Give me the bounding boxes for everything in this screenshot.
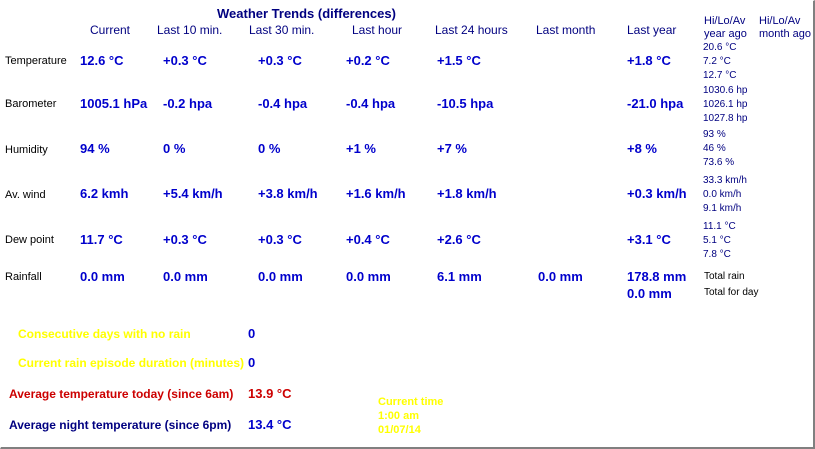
panel-title: Weather Trends (differences)	[217, 6, 396, 21]
wind-last-hour: +1.6 km/h	[346, 186, 406, 201]
avg-night-temp-value: 13.4 °C	[248, 417, 292, 432]
humidity-last-year: +8 %	[627, 141, 657, 156]
barometer-last-24-hours: -10.5 hpa	[437, 96, 494, 111]
rainfall-last-30-min: 0.0 mm	[258, 269, 303, 284]
rainfall-last-hour: 0.0 mm	[346, 269, 391, 284]
col-header-last-24-hours: Last 24 hours	[435, 23, 508, 37]
temperature-hilo-year: 20.6 °C 7.2 °C 12.7 °C	[703, 42, 737, 81]
humidity-hilo-year: 93 % 46 % 73.6 %	[703, 129, 735, 168]
barometer-current: 1005.1 hPa	[80, 96, 148, 111]
avg-temp-today-label: Average temperature today (since 6am)	[9, 387, 234, 401]
barometer-last-30-min: -0.4 hpa	[258, 96, 308, 111]
humidity-last-10-min: 0 %	[163, 141, 186, 156]
avg-night-temp-label: Average night temperature (since 6pm)	[9, 418, 232, 432]
humidity-current: 94 %	[80, 141, 110, 156]
barometer-hilo-year: 1030.6 hp 1026.1 hp 1027.8 hp	[703, 85, 748, 124]
temperature-last-24-hours: +1.5 °C	[437, 53, 481, 68]
col-header-current: Current	[90, 23, 131, 37]
no-rain-days-label: Consecutive days with no rain	[18, 327, 191, 341]
temperature-last-year: +1.8 °C	[627, 53, 671, 68]
wind-last-year: +0.3 km/h	[627, 186, 687, 201]
humidity-last-30-min: 0 %	[258, 141, 281, 156]
no-rain-days-value: 0	[248, 326, 256, 341]
col-header-last-year: Last year	[627, 23, 677, 37]
avg-temp-today-value: 13.9 °C	[248, 386, 292, 401]
dew-point-current: 11.7 °C	[80, 232, 123, 247]
rain-episode-value: 0	[248, 355, 256, 370]
dew-point-last-hour: +0.4 °C	[346, 232, 390, 247]
wind-hilo-year: 33.3 km/h 0.0 km/h 9.1 km/h	[703, 175, 747, 214]
temperature-last-30-min: +0.3 °C	[258, 53, 302, 68]
dew-point-last-30-min: +0.3 °C	[258, 232, 302, 247]
row-label-av-wind: Av. wind	[5, 189, 46, 201]
row-label-rainfall: Rainfall	[5, 271, 42, 283]
rainfall-last-month: 0.0 mm	[538, 269, 583, 284]
col-header-last-month: Last month	[536, 23, 596, 37]
wind-last-10-min: +5.4 km/h	[163, 186, 223, 201]
dew-point-last-24-hours: +2.6 °C	[437, 232, 481, 247]
row-label-barometer: Barometer	[5, 98, 57, 110]
total-for-day-label: Total for day	[704, 287, 759, 298]
col-header-last-10-min: Last 10 min.	[157, 23, 223, 37]
rainfall-total-day: 0.0 mm	[627, 286, 672, 301]
humidity-last-hour: +1 %	[346, 141, 376, 156]
current-time-block	[378, 395, 443, 437]
row-label-dew-point: Dew point	[5, 234, 54, 246]
barometer-last-year: -21.0 hpa	[627, 96, 684, 111]
rainfall-last-24-hours: 6.1 mm	[437, 269, 482, 284]
rainfall-total-year: 178.8 mm	[627, 269, 687, 284]
dew-point-hilo-year: 11.1 °C 5.1 °C 7.8 °C	[703, 221, 736, 260]
rainfall-current: 0.0 mm	[80, 269, 125, 284]
col-header-last-hour: Last hour	[352, 23, 403, 37]
humidity-last-24-hours: +7 %	[437, 141, 467, 156]
temperature-last-10-min: +0.3 °C	[163, 53, 207, 68]
dew-point-last-year: +3.1 °C	[627, 232, 671, 247]
dew-point-last-10-min: +0.3 °C	[163, 232, 207, 247]
col-header-hilo-year: Hi/Lo/Av year ago	[704, 15, 747, 40]
temperature-last-hour: +0.2 °C	[346, 53, 390, 68]
wind-last-24-hours: +1.8 km/h	[437, 186, 497, 201]
row-label-humidity: Humidity	[5, 144, 48, 156]
wind-last-30-min: +3.8 km/h	[258, 186, 318, 201]
temperature-current: 12.6 °C	[80, 53, 124, 68]
wind-current: 6.2 kmh	[80, 186, 129, 201]
barometer-last-10-min: -0.2 hpa	[163, 96, 213, 111]
current-time-value: 1:00 am	[378, 410, 419, 422]
current-time-label: Current time	[378, 396, 444, 408]
col-header-hilo-month: Hi/Lo/Av month ago	[759, 15, 811, 40]
row-label-temperature: Temperature	[5, 55, 67, 67]
col-header-last-30-min: Last 30 min.	[249, 23, 315, 37]
rain-episode-label: Current rain episode duration (minutes)	[18, 356, 245, 370]
current-date-value: 01/07/14	[378, 424, 421, 436]
rainfall-last-10-min: 0.0 mm	[163, 269, 208, 284]
total-rain-label: Total rain	[704, 271, 745, 282]
barometer-last-hour: -0.4 hpa	[346, 96, 396, 111]
